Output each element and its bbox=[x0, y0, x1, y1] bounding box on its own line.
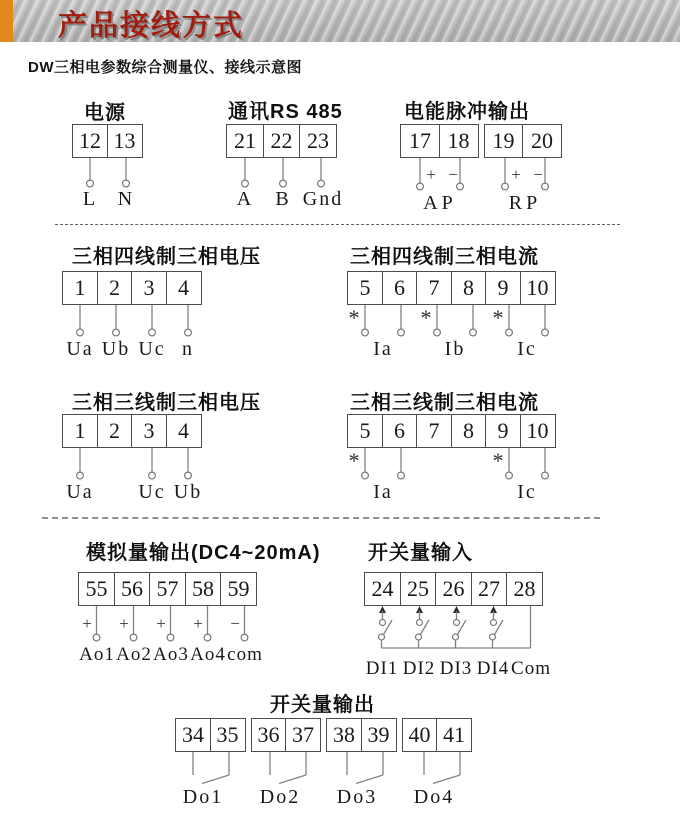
page-title: 产品接线方式 bbox=[58, 10, 245, 42]
page-header bbox=[0, 0, 680, 42]
pin-label: N bbox=[117, 188, 135, 210]
pin-label: Ao1 bbox=[79, 644, 115, 665]
pin-label: A bbox=[236, 188, 254, 210]
terminal-cell: 35 bbox=[210, 718, 246, 752]
terminal-cell: 6 bbox=[382, 271, 418, 305]
terminal-cell: 39 bbox=[361, 718, 397, 752]
wiring-current3 bbox=[347, 448, 563, 480]
terminal-strip-voltage4 bbox=[62, 271, 202, 305]
pair-label: Ic bbox=[517, 338, 537, 360]
terminal-cell: 2 bbox=[97, 271, 133, 305]
terminal-strip-pulse bbox=[400, 124, 562, 158]
terminal-cell: 1 bbox=[62, 414, 98, 448]
terminal-cell: 6 bbox=[382, 414, 418, 448]
plus-sign: + bbox=[511, 165, 521, 184]
group-title-voltage3: 三相三线制三相电压 bbox=[72, 392, 261, 414]
terminal-cell: 26 bbox=[435, 572, 472, 606]
pin-label: Ao3 bbox=[153, 644, 189, 665]
terminal-cell: 4 bbox=[166, 271, 202, 305]
terminal-cell: 9 bbox=[485, 414, 521, 448]
section-divider bbox=[42, 517, 600, 519]
pair-label: Do3 bbox=[336, 786, 378, 808]
terminal-strip-rs485 bbox=[226, 124, 337, 158]
terminal-cell: 12 bbox=[72, 124, 108, 158]
polarity-star: * bbox=[420, 305, 432, 330]
pair-label: Do1 bbox=[182, 786, 224, 808]
polarity-star: * bbox=[348, 448, 360, 473]
terminal-cell: 25 bbox=[400, 572, 437, 606]
terminal-cell: 4 bbox=[166, 414, 202, 448]
pin-label: Uc bbox=[138, 338, 166, 360]
pin-label: Ao2 bbox=[116, 644, 152, 665]
terminal-cell: 24 bbox=[364, 572, 401, 606]
pin-label: DI1 bbox=[365, 658, 399, 679]
terminal-strip-do bbox=[175, 718, 472, 752]
pin-label: Ub bbox=[173, 481, 203, 503]
group-title-power: 电源 bbox=[84, 102, 126, 124]
terminal-cell: 3 bbox=[131, 414, 167, 448]
terminal-cell: 18 bbox=[439, 124, 479, 158]
wiring-power bbox=[72, 158, 144, 188]
plus-sign: + bbox=[193, 614, 203, 633]
terminal-cell: 27 bbox=[471, 572, 508, 606]
minus-sign: − bbox=[448, 165, 458, 184]
terminal-cell: 36 bbox=[251, 718, 287, 752]
terminal-cell: 41 bbox=[436, 718, 472, 752]
pin-label: Uc bbox=[138, 481, 166, 503]
group-title-voltage4: 三相四线制三相电压 bbox=[72, 246, 261, 268]
pair-label: Ia bbox=[373, 338, 393, 360]
wiring-voltage3 bbox=[62, 448, 206, 480]
terminal-cell: 5 bbox=[347, 271, 383, 305]
pin-label: DI4 bbox=[476, 658, 510, 679]
pair-label: Ia bbox=[373, 481, 393, 503]
terminal-cell: 3 bbox=[131, 271, 167, 305]
terminal-strip-power bbox=[72, 124, 143, 158]
terminal-cell: 10 bbox=[520, 414, 556, 448]
terminal-cell: 28 bbox=[506, 572, 543, 606]
section-divider bbox=[55, 224, 620, 225]
pin-label: DI2 bbox=[402, 658, 436, 679]
terminal-cell: 7 bbox=[416, 271, 452, 305]
wiring-do-contacts bbox=[175, 752, 478, 788]
terminal-strip-voltage3 bbox=[62, 414, 202, 448]
group-title-analog: 模拟量输出(DC4~20mA) bbox=[86, 542, 321, 564]
pin-label: com bbox=[227, 644, 263, 665]
plus-sign: + bbox=[426, 165, 436, 184]
terminal-cell: 40 bbox=[402, 718, 438, 752]
terminal-cell: 7 bbox=[416, 414, 452, 448]
terminal-cell: 59 bbox=[220, 572, 257, 606]
minus-sign: − bbox=[230, 614, 240, 633]
terminal-cell: 20 bbox=[522, 124, 562, 158]
terminal-cell: 9 bbox=[485, 271, 521, 305]
pin-label: Ua bbox=[66, 481, 94, 503]
pin-label: L bbox=[82, 188, 98, 210]
terminal-cell: 1 bbox=[62, 271, 98, 305]
terminal-strip-current4 bbox=[347, 271, 556, 305]
accent-bar bbox=[0, 0, 13, 42]
terminal-cell: 8 bbox=[451, 414, 487, 448]
polarity-star: * bbox=[492, 305, 504, 330]
terminal-cell: 58 bbox=[185, 572, 222, 606]
group-title-rs485: 通讯RS 485 bbox=[228, 101, 343, 123]
terminal-cell: 57 bbox=[149, 572, 186, 606]
terminal-strip-di bbox=[364, 572, 543, 606]
pair-label: Ib bbox=[444, 338, 466, 360]
terminal-cell: 17 bbox=[400, 124, 440, 158]
pair-label: Ic bbox=[517, 481, 537, 503]
plus-sign: + bbox=[156, 614, 166, 633]
diagram-subtitle: DW三相电参数综合测量仪、接线示意图 bbox=[28, 59, 302, 76]
polarity-star: * bbox=[492, 448, 504, 473]
terminal-cell: 2 bbox=[97, 414, 133, 448]
terminal-strip-current3 bbox=[347, 414, 556, 448]
terminal-cell: 56 bbox=[114, 572, 151, 606]
terminal-cell: 38 bbox=[326, 718, 362, 752]
group-title-pulse: 电能脉冲输出 bbox=[404, 101, 530, 123]
pair-label: AP bbox=[423, 192, 457, 214]
group-title-do: 开关量输出 bbox=[270, 694, 375, 716]
terminal-cell: 55 bbox=[78, 572, 115, 606]
plus-sign: + bbox=[82, 614, 92, 633]
group-title-di: 开关量输入 bbox=[368, 542, 473, 564]
pin-label: B bbox=[275, 188, 291, 210]
pair-label: Do2 bbox=[259, 786, 301, 808]
pair-label: RP bbox=[508, 192, 542, 214]
polarity-star: * bbox=[348, 305, 360, 330]
terminal-strip-analog bbox=[78, 572, 257, 606]
terminal-cell: 8 bbox=[451, 271, 487, 305]
terminal-cell: 19 bbox=[484, 124, 524, 158]
group-title-current4: 三相四线制三相电流 bbox=[350, 246, 539, 268]
terminal-cell: 22 bbox=[263, 124, 301, 158]
pin-label: Ua bbox=[66, 338, 94, 360]
pin-label: Ao4 bbox=[190, 644, 226, 665]
group-title-current3: 三相三线制三相电流 bbox=[350, 392, 539, 414]
terminal-cell: 34 bbox=[175, 718, 211, 752]
pin-label: Gnd bbox=[302, 188, 344, 210]
plus-sign: + bbox=[119, 614, 129, 633]
terminal-cell: 21 bbox=[226, 124, 264, 158]
terminal-cell: 10 bbox=[520, 271, 556, 305]
pin-label: n bbox=[182, 338, 194, 360]
wiring-rs485 bbox=[226, 158, 340, 188]
terminal-cell: 23 bbox=[299, 124, 337, 158]
terminal-cell: 13 bbox=[107, 124, 143, 158]
minus-sign: − bbox=[533, 165, 543, 184]
wiring-current4 bbox=[347, 305, 563, 337]
terminal-cell: 5 bbox=[347, 414, 383, 448]
terminal-cell: 37 bbox=[285, 718, 321, 752]
wiring-di-switches bbox=[364, 606, 549, 652]
pin-label: Com bbox=[511, 658, 551, 679]
pin-label: DI3 bbox=[439, 658, 473, 679]
pin-label: Ub bbox=[101, 338, 131, 360]
wiring-voltage4 bbox=[62, 305, 206, 337]
pair-label: Do4 bbox=[413, 786, 455, 808]
